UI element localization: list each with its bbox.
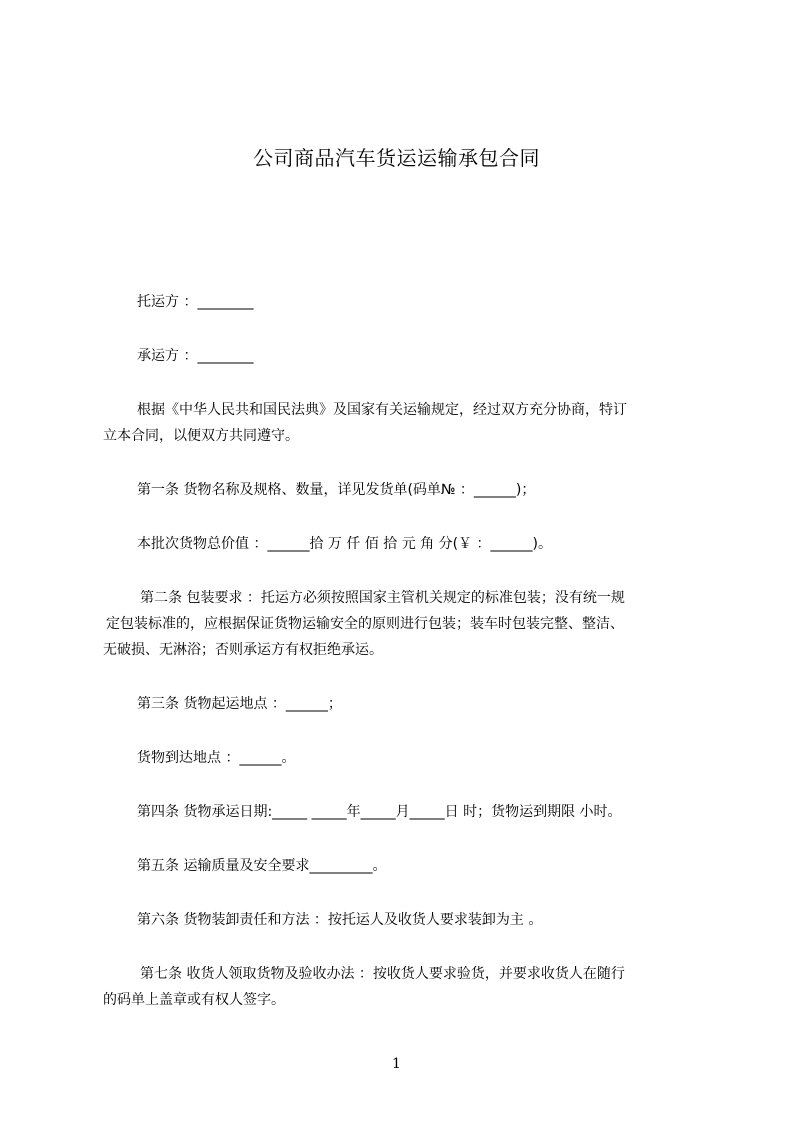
article-6: 第六条 货物装卸责任和方法 ：按托运人及收货人要求装卸为主 。 (137, 912, 543, 928)
article-5: 第五条 运输质量及安全要求_________。 (137, 858, 387, 874)
destination-line: 货物到达地点 ：______。 (137, 750, 296, 766)
article-2-line-2: 定包装标准的，应根据保证货物运输安全的原则进行包装；装车时包装完整、整洁、 (106, 616, 624, 632)
shipper-line: 托运方 ：________ (137, 294, 254, 310)
article-2-line-1: 第二条 包装要求 ：托运方必须按照国家主管机关规定的标准包装；没有统一规 (140, 590, 625, 606)
article-1: 第一条 货物名称及规格、数量，详见发货单(码单№ ：______)； (137, 482, 536, 498)
article-7-line-1: 第七条 收货人领取货物及验收办法 ：按收货人要求验货，并要求收货人在随行 (140, 966, 625, 982)
document-title: 公司商品汽车货运运输承包合同 (253, 146, 540, 170)
article-3: 第三条 货物起运地点 ：______； (137, 696, 342, 712)
preamble-line-2: 立本合同，以便双方共同遵守。 (103, 428, 299, 444)
carrier-line: 承运方 ：________ (137, 348, 254, 364)
article-2-line-3: 无破损、无淋浴；否则承运方有权拒绝承运。 (103, 642, 383, 658)
page-number: 1 (392, 1056, 401, 1072)
preamble-line-1: 根据《中华人民共和国民法典》及国家有关运输规定，经过双方充分协商，特订 (137, 402, 627, 418)
article-7-line-2: 的码单上盖章或有权人签字。 (103, 992, 285, 1008)
article-4: 第四条 货物承运日期:_____ _____年_____月_____日 时；货物运到期限 小时。 (137, 804, 622, 820)
total-value-line: 本批次货物总价值 ：______拾 万 仟 佰 拾 元 角 分(￥ ：______)。 (137, 536, 552, 552)
